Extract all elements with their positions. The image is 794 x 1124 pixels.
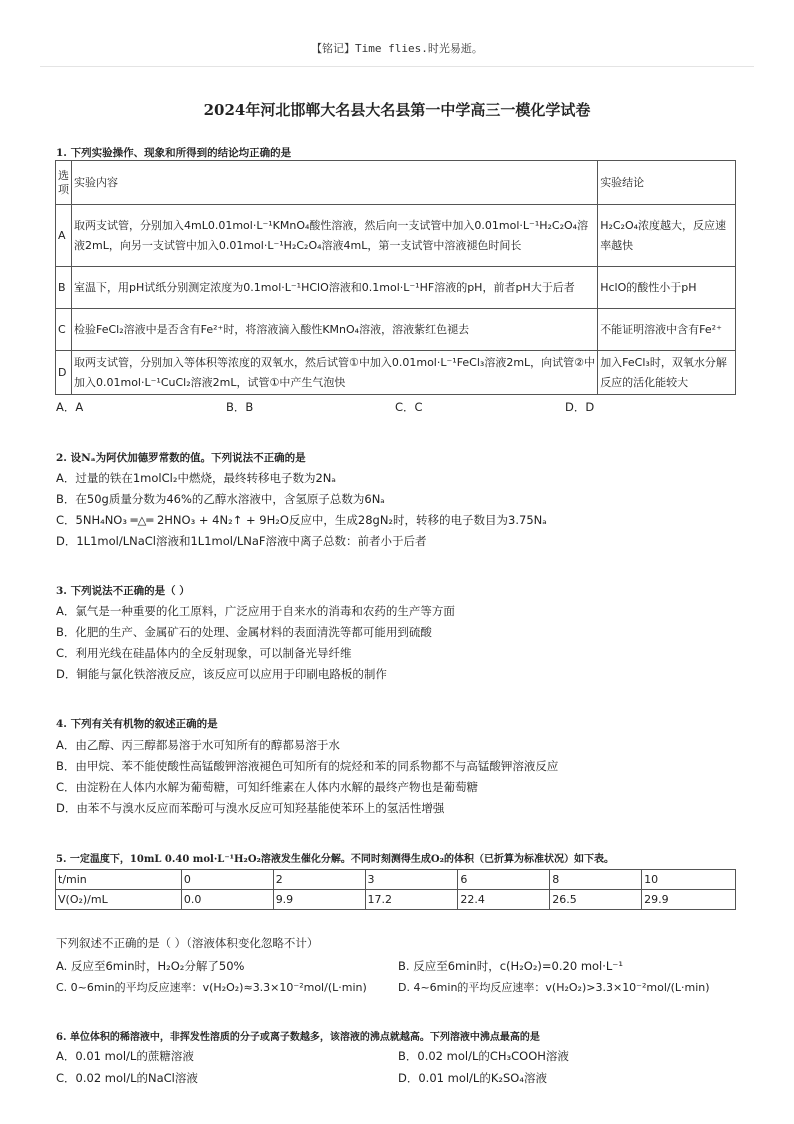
q1-row-c	[56, 309, 736, 351]
q1-col-conclusion: 实验结论	[598, 161, 736, 205]
q5-cell: t/min	[56, 870, 182, 890]
header-divider	[40, 66, 754, 67]
q1-row-letter: C	[56, 309, 72, 351]
q1-row-content: 取两支试管，分别加入4mL0.01mol·L⁻¹KMnO₄酸性溶液，然后向一支试管中加入0.01mol·L⁻¹H₂C₂O₄溶液2mL，向另一支试管中加入0.01mol·L⁻¹H₂C₂O₄溶液4mL，第一支试管中溶液褪色时间长	[72, 205, 598, 267]
q1-row-content: 检验FeCl₂溶液中是否含有Fe²⁺时，将溶液滴入酸性KMnO₄溶液，溶液紫红色褪去	[72, 309, 598, 351]
q2-option-b[interactable]: B．在50g质量分数为46%的乙醇水溶液中，含氢原子总数为6Nₐ	[56, 492, 385, 506]
q1-row-conclusion: 加入FeCl₃时，双氧水分解反应的活化能较大	[598, 351, 736, 395]
exam-title: 2024年河北邯郸大名县大名县第一中学高三一模化学试卷	[203, 101, 591, 119]
q5-cell: 6	[458, 870, 550, 890]
q1-col-content: 实验内容	[72, 161, 598, 205]
q6-option-a[interactable]: A．0.01 mol/L的蔗糖溶液	[56, 1049, 194, 1063]
q1-row-content: 取两支试管，分别加入等体积等浓度的双氧水，然后试管①中加入0.01mol·L⁻¹FeCl₃溶液2mL，向试管②中加入0.01mol·L⁻¹CuCl₂溶液2mL，试管①中产生气泡快	[72, 351, 598, 395]
q1-col-option: 选项	[56, 161, 72, 205]
q2-option-c[interactable]: C．5NH₄NO₃ ═△═ 2HNO₃ + 4N₂↑ + 9H₂O反应中，生成28gN₂时，转移的电子数目为3.75Nₐ	[56, 513, 547, 527]
q5-table	[55, 869, 736, 910]
q5-option-a[interactable]: A. 反应至6min时，H₂O₂分解了50%	[56, 959, 245, 973]
q5-note: 下列叙述不正确的是（ ）（溶液体积变化忽略不计）	[56, 936, 319, 950]
q3-stem: 3. 下列说法不正确的是（ ）	[56, 585, 190, 597]
q5-cell: 3	[365, 870, 458, 890]
q1-table	[55, 160, 736, 395]
q4-option-a[interactable]: A．由乙醇、丙三醇都易溶于水可知所有的醇都易溶于水	[56, 738, 340, 752]
q1-row-d	[56, 351, 736, 395]
q5-table-row	[56, 890, 736, 910]
q1-row-conclusion: H₂C₂O₄浓度越大，反应速率越快	[598, 205, 736, 267]
q1-table-header	[56, 161, 736, 205]
q5-cell: 17.2	[365, 890, 458, 910]
q1-row-content: 室温下，用pH试纸分别测定浓度为0.1mol·L⁻¹HClO溶液和0.1mol·L⁻¹HF溶液的pH，前者pH大于后者	[72, 267, 598, 309]
q6-option-c[interactable]: C．0.02 mol/L的NaCl溶液	[56, 1071, 198, 1085]
q5-cell: 9.9	[273, 890, 365, 910]
q5-cell: 10	[642, 870, 736, 890]
q6-option-b[interactable]: B．0.02 mol/L的CH₃COOH溶液	[398, 1049, 569, 1063]
q5-option-c[interactable]: C. 0~6min的平均反应速率：v(H₂O₂)≈3.3×10⁻²mol/(L·min)	[56, 981, 367, 994]
q3-option-c[interactable]: C．利用光线在硅晶体内的全反射现象，可以制备光导纤维	[56, 646, 352, 660]
q1-answer-a[interactable]: A．A	[56, 400, 84, 414]
q5-cell: 2	[273, 870, 365, 890]
q3-option-a[interactable]: A．氯气是一种重要的化工原料，广泛应用于自来水的消毒和农药的生产等方面	[56, 604, 455, 618]
q5-stem: 5. 一定温度下，10mL 0.40 mol·L⁻¹H₂O₂溶液发生催化分解。不同时刻测得生成O₂的体积（已折算为标准状况）如下表。	[56, 854, 614, 865]
q6-option-d[interactable]: D．0.01 mol/L的K₂SO₄溶液	[398, 1071, 547, 1085]
q5-cell: 0.0	[181, 890, 273, 910]
q1-row-letter: A	[56, 205, 72, 267]
q1-row-letter: D	[56, 351, 72, 395]
q1-row-conclusion: 不能证明溶液中含有Fe²⁺	[598, 309, 736, 351]
q4-option-d[interactable]: D．由苯不与溴水反应而苯酚可与溴水反应可知羟基能使苯环上的氢活性增强	[56, 801, 445, 815]
q4-option-b[interactable]: B．由甲烷、苯不能使酸性高锰酸钾溶液褪色可知所有的烷烃和苯的同系物都不与高锰酸钾溶液反应	[56, 759, 559, 773]
q3-option-b[interactable]: B．化肥的生产、金属矿石的处理、金属材料的表面清洗等都可能用到硫酸	[56, 625, 432, 639]
q1-row-a	[56, 205, 736, 267]
q5-cell: 0	[181, 870, 273, 890]
q1-stem: 1. 下列实验操作、现象和所得到的结论均正确的是	[56, 147, 292, 159]
q1-answer-c[interactable]: C．C	[395, 400, 423, 414]
q1-answer-d[interactable]: D．D	[565, 400, 595, 414]
q5-cell: 29.9	[642, 890, 736, 910]
q1-row-letter: B	[56, 267, 72, 309]
q5-option-d[interactable]: D. 4~6min的平均反应速率：v(H₂O₂)>3.3×10⁻²mol/(L·min)	[398, 981, 710, 994]
q5-cell: 22.4	[458, 890, 550, 910]
q5-cell: 8	[550, 870, 642, 890]
q2-stem: 2. 设Nₐ为阿伏加德罗常数的值。下列说法不正确的是	[56, 452, 306, 464]
q2-option-a[interactable]: A．过量的铁在1molCl₂中燃烧，最终转移电子数为2Nₐ	[56, 471, 336, 485]
q5-option-b[interactable]: B. 反应至6min时，c(H₂O₂)=0.20 mol·L⁻¹	[398, 959, 623, 973]
q6-stem: 6. 单位体积的稀溶液中，非挥发性溶质的分子或离子数越多，该溶液的沸点就越高。下列溶液中沸点最高的是	[56, 1032, 540, 1043]
q5-table-header	[56, 870, 736, 890]
q1-answer-b[interactable]: B．B	[226, 400, 254, 414]
page-motto: 【铭记】Time flies.时光易逝。	[311, 42, 483, 55]
q4-option-c[interactable]: C．由淀粉在人体内水解为葡萄糖，可知纤维素在人体内水解的最终产物也是葡萄糖	[56, 780, 479, 794]
q5-cell: V(O₂)/mL	[56, 890, 182, 910]
q1-row-conclusion: HclO的酸性小于pH	[598, 267, 736, 309]
q4-stem: 4. 下列有关有机物的叙述正确的是	[56, 718, 218, 730]
q5-cell: 26.5	[550, 890, 642, 910]
q3-option-d[interactable]: D．铜能与氯化铁溶液反应，该反应可以应用于印刷电路板的制作	[56, 667, 387, 681]
q2-option-d[interactable]: D．1L1mol/LNaCl溶液和1L1mol/LNaF溶液中离子总数：前者小于后者	[56, 534, 427, 548]
q1-row-b	[56, 267, 736, 309]
